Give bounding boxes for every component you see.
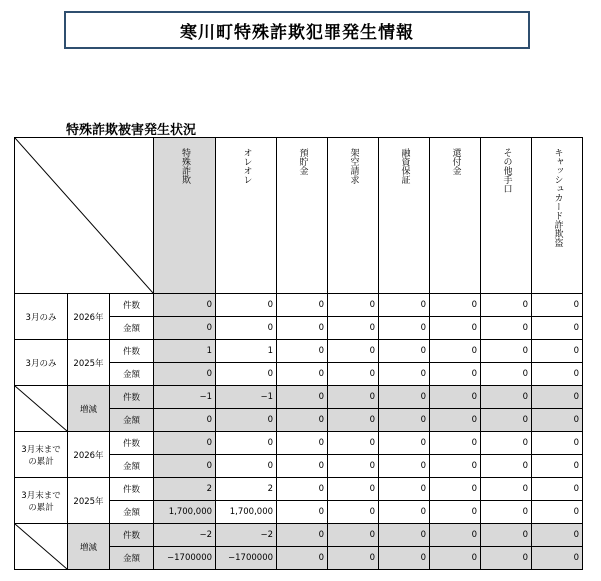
- value-cell: 0: [328, 547, 379, 570]
- header-corner: [15, 138, 154, 294]
- value-cell: 0: [328, 294, 379, 317]
- value-cell: 0: [430, 363, 481, 386]
- value-cell: 0: [430, 294, 481, 317]
- value-cell: 0: [481, 317, 532, 340]
- count-label: 件数: [110, 340, 154, 363]
- value-cell: 0: [379, 317, 430, 340]
- period-label: 3月のみ: [15, 294, 68, 340]
- value-cell: 0: [379, 294, 430, 317]
- value-cell: 1: [216, 340, 277, 363]
- fraud-statistics-table: [14, 137, 583, 570]
- period-label: 3月末までの累計: [15, 432, 68, 478]
- year-label: 2026年: [68, 294, 110, 340]
- value-cell: 0: [277, 409, 328, 432]
- value-cell: 0: [379, 524, 430, 547]
- value-cell: 0: [216, 409, 277, 432]
- value-cell: 0: [277, 317, 328, 340]
- table-row: [15, 478, 583, 501]
- year-label: 2026年: [68, 432, 110, 478]
- value-cell: 0: [532, 478, 583, 501]
- column-header: 架空請求: [328, 138, 379, 294]
- value-cell: 2: [216, 478, 277, 501]
- amount-label: 金額: [110, 317, 154, 340]
- table-row: [15, 294, 583, 317]
- value-cell: 0: [481, 363, 532, 386]
- value-cell: 0: [277, 386, 328, 409]
- value-cell: 0: [154, 409, 216, 432]
- value-cell: 0: [379, 409, 430, 432]
- change-corner: [15, 524, 68, 570]
- change-row: [15, 524, 583, 547]
- value-cell: 0: [328, 432, 379, 455]
- value-cell: 0: [154, 432, 216, 455]
- value-cell: −1: [216, 386, 277, 409]
- value-cell: 0: [328, 501, 379, 524]
- value-cell: −1700000: [154, 547, 216, 570]
- year-label: 2025年: [68, 340, 110, 386]
- value-cell: 0: [532, 294, 583, 317]
- amount-label: 金額: [110, 409, 154, 432]
- value-cell: −2: [154, 524, 216, 547]
- value-cell: 0: [481, 547, 532, 570]
- value-cell: 0: [154, 363, 216, 386]
- value-cell: 0: [277, 547, 328, 570]
- table-caption: 特殊詐欺被害発生状況: [66, 123, 197, 138]
- change-corner: [15, 386, 68, 432]
- amount-label: 金額: [110, 455, 154, 478]
- column-header: オレオレ: [216, 138, 277, 294]
- value-cell: 0: [277, 455, 328, 478]
- value-cell: 0: [328, 478, 379, 501]
- value-cell: −1: [154, 386, 216, 409]
- value-cell: 0: [532, 409, 583, 432]
- value-cell: 2: [154, 478, 216, 501]
- value-cell: 0: [430, 386, 481, 409]
- diagonal-line: [15, 138, 153, 293]
- column-header: 預貯金: [277, 138, 328, 294]
- period-label: 3月のみ: [15, 340, 68, 386]
- value-cell: 0: [430, 455, 481, 478]
- value-cell: 0: [154, 294, 216, 317]
- value-cell: 0: [379, 478, 430, 501]
- value-cell: 0: [277, 340, 328, 363]
- value-cell: 0: [379, 363, 430, 386]
- value-cell: 0: [328, 340, 379, 363]
- value-cell: 0: [532, 501, 583, 524]
- value-cell: 0: [481, 524, 532, 547]
- value-cell: 0: [430, 478, 481, 501]
- table-row: [15, 340, 583, 363]
- value-cell: 0: [328, 386, 379, 409]
- value-cell: 0: [532, 455, 583, 478]
- value-cell: 0: [532, 340, 583, 363]
- value-cell: 1,700,000: [216, 501, 277, 524]
- value-cell: 0: [328, 409, 379, 432]
- value-cell: 0: [430, 524, 481, 547]
- value-cell: 0: [154, 455, 216, 478]
- value-cell: 0: [481, 432, 532, 455]
- value-cell: 0: [379, 455, 430, 478]
- value-cell: 0: [481, 294, 532, 317]
- column-header: キャッシュカード詐欺盗: [532, 138, 583, 294]
- value-cell: 0: [277, 363, 328, 386]
- amount-label: 金額: [110, 547, 154, 570]
- value-cell: 0: [379, 547, 430, 570]
- value-cell: 0: [430, 432, 481, 455]
- value-cell: 1,700,000: [154, 501, 216, 524]
- value-cell: 0: [481, 386, 532, 409]
- value-cell: 0: [532, 547, 583, 570]
- diagonal-line: [15, 386, 67, 431]
- column-header: 還付金: [430, 138, 481, 294]
- value-cell: 0: [216, 363, 277, 386]
- value-cell: 0: [277, 294, 328, 317]
- header-row: [15, 138, 583, 294]
- value-cell: 0: [481, 409, 532, 432]
- value-cell: 0: [154, 317, 216, 340]
- page-title: 寒川町特殊詐欺犯罪発生情報: [64, 11, 530, 49]
- value-cell: 0: [328, 317, 379, 340]
- value-cell: 0: [379, 340, 430, 363]
- amount-label: 金額: [110, 501, 154, 524]
- value-cell: 0: [430, 547, 481, 570]
- value-cell: 1: [154, 340, 216, 363]
- column-header: その他手口: [481, 138, 532, 294]
- value-cell: 0: [328, 524, 379, 547]
- change-row: [15, 386, 583, 409]
- value-cell: 0: [328, 455, 379, 478]
- count-label: 件数: [110, 294, 154, 317]
- value-cell: 0: [379, 501, 430, 524]
- value-cell: 0: [328, 363, 379, 386]
- count-label: 件数: [110, 478, 154, 501]
- value-cell: 0: [481, 455, 532, 478]
- value-cell: 0: [277, 524, 328, 547]
- value-cell: 0: [430, 501, 481, 524]
- value-cell: 0: [481, 501, 532, 524]
- change-label: 増減: [68, 386, 110, 432]
- value-cell: 0: [216, 294, 277, 317]
- column-header: 融資保証: [379, 138, 430, 294]
- table-row: [15, 432, 583, 455]
- value-cell: 0: [532, 363, 583, 386]
- value-cell: 0: [532, 524, 583, 547]
- value-cell: 0: [532, 432, 583, 455]
- change-label: 増減: [68, 524, 110, 570]
- value-cell: 0: [430, 340, 481, 363]
- year-label: 2025年: [68, 478, 110, 524]
- value-cell: 0: [532, 317, 583, 340]
- value-cell: −2: [216, 524, 277, 547]
- value-cell: −1700000: [216, 547, 277, 570]
- value-cell: 0: [532, 386, 583, 409]
- value-cell: 0: [430, 409, 481, 432]
- value-cell: 0: [216, 317, 277, 340]
- value-cell: 0: [430, 317, 481, 340]
- value-cell: 0: [379, 386, 430, 409]
- count-label: 件数: [110, 386, 154, 409]
- diagonal-line: [15, 524, 67, 569]
- value-cell: 0: [216, 455, 277, 478]
- period-label: 3月末までの累計: [15, 478, 68, 524]
- count-label: 件数: [110, 524, 154, 547]
- value-cell: 0: [277, 501, 328, 524]
- value-cell: 0: [277, 432, 328, 455]
- column-header: 特殊詐欺: [154, 138, 216, 294]
- value-cell: 0: [481, 340, 532, 363]
- value-cell: 0: [277, 478, 328, 501]
- value-cell: 0: [481, 478, 532, 501]
- amount-label: 金額: [110, 363, 154, 386]
- value-cell: 0: [379, 432, 430, 455]
- count-label: 件数: [110, 432, 154, 455]
- value-cell: 0: [216, 432, 277, 455]
